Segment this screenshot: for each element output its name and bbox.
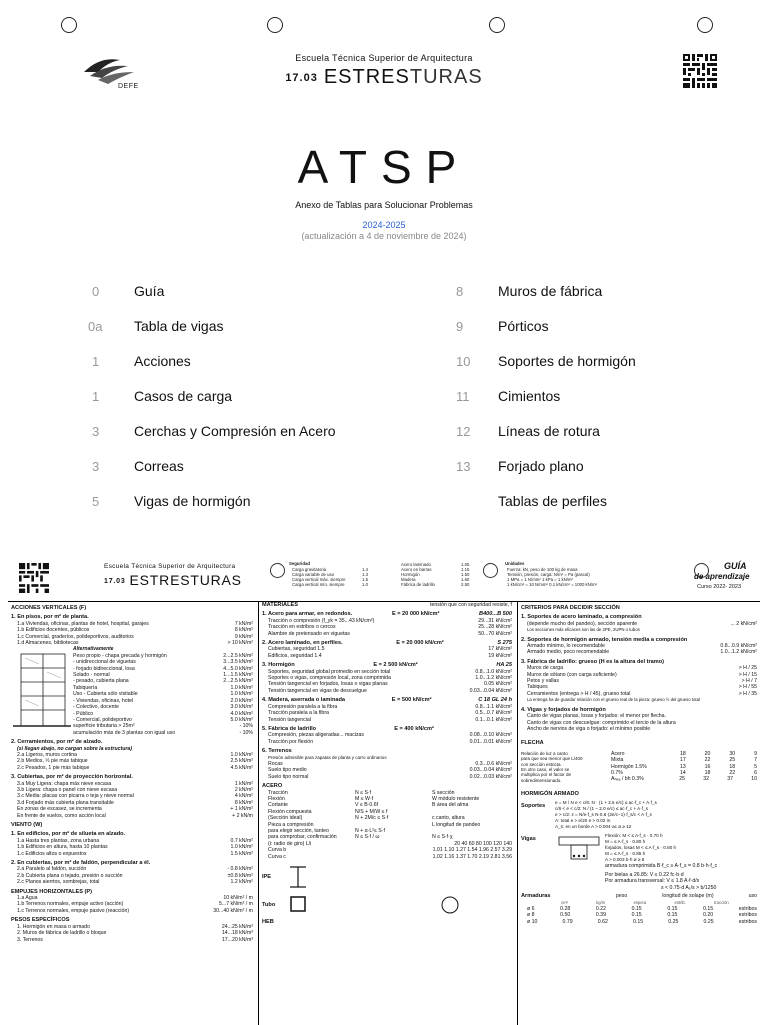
toc-number: 13	[456, 459, 471, 474]
table-row: Tracción por flexión 0.01...0.01 kN/cm²	[268, 738, 512, 745]
subsection-title: 1. En pisos, por m² de planta.	[11, 614, 89, 621]
table-row: Flexión M ≤ W·f W módulo resistente	[268, 795, 480, 802]
table-row: 2.b Medios, ½ pie más tabique 2.5 kN/m²	[17, 758, 253, 765]
subsection-title: 1. Soportes de acero laminado, a compresión	[521, 614, 642, 621]
toc-item[interactable]: Correas	[134, 458, 184, 474]
subsection-title: 2. Acero laminado, en perfiles. E = 20 000 kN/cm² S 275	[262, 640, 512, 647]
section-title: ACCIONES VERTICALES (F)	[11, 605, 87, 611]
subsection-title: 3. Cubiertas, por m² de proyección horizontal.	[11, 774, 133, 781]
brand-part-b: TURAS	[409, 66, 483, 88]
formula-line: c/6 < e < c/2: N / (1 − 2.0 e/c) ≤ ac·f_c + A·f_s	[555, 805, 648, 811]
table-row: 3.a Muy Ligera: chapa más nieve escasa 1 kN/m²	[17, 780, 253, 787]
table-row: 1.a Hasta tres plantas, zona urbana 0.7 kN/m²	[17, 837, 253, 844]
binder-hole	[697, 17, 713, 33]
column-divider	[258, 602, 259, 1025]
unidades-line: 1 MPa = 1 N/mm² 1 kPa = 1 kN/m²	[507, 577, 573, 582]
list-item: Ancho de nervios de viga o forjado: el mínimo posible	[527, 725, 651, 732]
section-title: CRITERIOS PARA DECIDIR SECCIÓN	[521, 605, 620, 611]
toc-item[interactable]: Cimientos	[498, 388, 561, 404]
table-row: 2.a Ligeros, muros cortina 1.0 kN/m²	[17, 751, 253, 758]
coef-value: 1.05	[461, 562, 470, 567]
toc-item[interactable]: Soportes de hormigón	[498, 353, 636, 369]
brand-number: 17.03	[104, 578, 126, 585]
toc-number: 3	[92, 459, 100, 474]
table-row: Tabiquería 1.0 kN/m²	[73, 684, 253, 691]
table-row: ø 8 0.50 0.39 0.15 0.15 0.20 estribos	[527, 912, 757, 919]
table-row: Suelo tipo medio 0.03...0.04 kN/cm²	[268, 767, 512, 774]
flecha-note: En otro caso, el valor se	[521, 766, 570, 772]
defe-label: DEFE	[118, 83, 139, 90]
table-row: Pieza a compresión L longitud de pandeo	[268, 821, 481, 828]
table-row: Tracción en estribos o cercos 25...28 kN/cm²	[268, 624, 512, 631]
formula-line: e > c/2: z = N/e·f_s N·0.6·(2e/c−1)·f_s/c < A·f_s	[555, 811, 652, 817]
table-row: Tracción paralela a la fibra 0.5...0.7 kN/cm²	[268, 710, 512, 717]
section-title: PESOS ESPECÍFICOS	[11, 917, 70, 924]
document-subtitle: Anexo de Tablas para Solucionar Problemas	[295, 200, 473, 210]
table-row: Acero 18 20 30 9	[611, 750, 757, 757]
table-row: En frente de vuelos, como acción local + 2 kN/m	[17, 812, 253, 819]
toc-item[interactable]: Vigas de hormigón	[134, 493, 251, 509]
table-row: Curva b 1.01 1.10 1.27 1.54 1.96 2.57 3.29	[268, 847, 512, 854]
seguridad-label: Carga vertical máx. siempre	[292, 577, 346, 582]
binder-hole	[270, 563, 285, 578]
table-row: Tensión tangencial en vigas de descuelgue 0.03...0.04 kN/cm²	[268, 687, 512, 694]
toc-item[interactable]: Forjado plano	[498, 458, 584, 474]
toc-item[interactable]: Líneas de rotura	[498, 423, 600, 439]
table-row: 1.a Agua 10 kN/m² / m	[17, 895, 253, 902]
table-row: Suelo tipo normal 0.02...0.03 kN/cm²	[268, 773, 512, 780]
update-note: (actualización a 4 de noviembre de 2024)	[301, 231, 467, 241]
circular-tube-icon	[430, 894, 470, 916]
table-row: 1. Hormigón en masa o armado 24...25 kN/m³	[17, 923, 253, 930]
binder-hole	[267, 17, 283, 33]
section-note: tensión que con seguridad resiste, f	[430, 602, 512, 608]
document-title: ATSP	[297, 141, 471, 193]
seguridad-label: Carga vertical mín. siempre	[292, 582, 345, 587]
toc-item[interactable]: Pórticos	[498, 318, 549, 334]
seguridad-title: Seguridad	[289, 561, 311, 566]
guia-page-preview	[8, 555, 760, 1024]
estructuras-logo	[683, 54, 717, 88]
subsection-title: 2. En cubiertas, por m² de faldón, perpendicular a él.	[11, 860, 151, 867]
formula-line: e = M / N e < c/6: N · (1 + 2.5 e/c) ≤ ac·f_c + A·f_s	[555, 799, 657, 805]
table-row: Muros de carga > H / 25	[527, 665, 757, 672]
table-row: 1.b Terrenos normales, empuje activo (acción) 5...7 kN/m² / m	[17, 901, 253, 908]
table-row: 1.b Edificios docentes, públicos 8 kN/m²	[17, 627, 253, 634]
table-row: Peso propio - chapa grecada y hormigón 2...2.5 kN/m²	[73, 652, 253, 659]
toc-number: 11	[456, 389, 470, 404]
toc-number: 8	[456, 284, 464, 299]
formula-line: A: total e > e/20 e > 0.02 m	[555, 817, 611, 823]
section-title: ACERO	[262, 783, 283, 790]
formula-line: s < 0.75·d A₁/s > b/1250	[661, 884, 717, 891]
flecha-note: multiplica por el factor de	[521, 772, 572, 778]
table-row: Compresión paralela a la fibra 0.8...1.1 kN/cm²	[268, 703, 512, 710]
table-row: Edificios, seguridad 1.4 19 kN/cm²	[268, 652, 512, 659]
table-row: Solado - normal 1...1.5 kN/m²	[73, 672, 253, 679]
seguridad-value: 1.0	[362, 582, 368, 587]
toc-item[interactable]: Tabla de vigas	[134, 318, 224, 334]
formula-line: Por armadura transversal: V ≤ 1.8 A·f·d/s	[605, 878, 700, 885]
list-item: Canto de vigas con descuelgue: comprimido el tercio de la altura	[527, 719, 676, 726]
seguridad-value: 1.3	[362, 572, 368, 577]
table-row: Tracción N ≤ S·f S sección	[268, 789, 455, 796]
toc-item[interactable]: Cerchas y Compresión en Acero	[134, 423, 336, 439]
seguridad-value: 1.5	[362, 577, 368, 582]
coef-value: 2.50	[461, 582, 470, 587]
estructuras-logo	[18, 563, 50, 593]
brand-name: ESTRESTURAS	[129, 572, 242, 588]
subsection-title: 2. Cerramientos, por m² de alzado.	[11, 739, 103, 746]
table-row: Tracción o compresión (f_yk = 35...43 kN/cm²) 29...31 kN/cm²	[268, 617, 512, 624]
beam-section-diagram	[555, 833, 605, 863]
toc-item[interactable]: Acciones	[134, 353, 191, 369]
binder-hole	[489, 17, 505, 33]
profile-label: IPE	[262, 873, 272, 880]
subsection-title: 1. En edificios, por m² de silueta en alzado.	[11, 831, 126, 838]
formula-line: A_s: en un borde A > 0.004·ac ø ≥ 12	[555, 823, 632, 829]
binder-hole	[483, 563, 498, 578]
ipe-profile-icon	[286, 864, 310, 890]
column-divider	[517, 602, 518, 1025]
binder-hole	[61, 17, 77, 33]
table-row: 2.a Paralelo al faldón, succión - 0.8 kN/m²	[17, 866, 253, 873]
table-row: Cortante V ≤ B·0.6f B área del alma	[268, 802, 469, 809]
note: Los secciones más eficaces son las de 2PE, 2UPN o tubos	[527, 627, 640, 633]
flecha-note: para que sea menor que L/400	[521, 756, 583, 762]
seguridad-label: Carga gravitatoria	[292, 567, 327, 572]
toc-item[interactable]: Tablas de perfiles	[498, 493, 607, 509]
profile-label: HEB	[262, 919, 274, 926]
subsection-title: 6. Terrenos	[262, 748, 292, 755]
unidades-line: Tensión, presión, carga: N/m² = Pa (pascal)	[507, 572, 590, 577]
table-row: 1.c Comercial, graderíos, polideportivos, auditorios 9 kN/m²	[17, 633, 253, 640]
coef-label: Fábrica de ladrillo	[401, 582, 435, 587]
table-row: 1.d Almacenes, bibliotecas > 10 kN/m²	[17, 640, 253, 647]
table-row: - unidireccional de viguetas 3...3.5 kN/m²	[73, 659, 253, 666]
alternative-title: Alternativamente	[73, 646, 114, 653]
table-row: Rocas 0.3...0.6 kN/cm²	[268, 760, 512, 767]
section-title: MATERIALES	[262, 602, 298, 608]
table-row: superficie tributaria > 25m² - 10%	[73, 723, 253, 730]
table-row: Curva c 1.02 1.16 1.37 1.70 2.19 2.81 3.56	[268, 853, 512, 860]
table-row: Tabiques > H / 55	[527, 684, 757, 691]
table-row: 3.b Ligera: chapa o panel con nieve escasa 2 kN/m²	[17, 786, 253, 793]
table-row: Cerramientos (entrega > H / 45), grueso total > H / 35	[527, 690, 757, 697]
toc-number: 0a	[88, 319, 103, 334]
course-label: Curso 2022- 2023	[697, 584, 742, 590]
column-materiales	[262, 602, 512, 1025]
formula-line: M = ≤ A·f_s · 0.85 h	[605, 850, 646, 856]
column-criterios	[521, 602, 757, 1025]
unidades-line: Fuerza: kN, peso de 100 kg de masa	[507, 567, 578, 572]
section-title: VIENTO (W)	[11, 822, 43, 828]
toc-item[interactable]: Casos de carga	[134, 388, 233, 404]
table-row: Cubiertas, seguridad 1.5 17 kN/cm²	[268, 646, 512, 653]
toc-number: 12	[456, 424, 471, 439]
note: (si llegan abajo, no cargan sobre la estructura)	[17, 745, 133, 752]
table-row: Hormigón 1.5% 13 16 18 5	[611, 763, 757, 770]
table-row: ø 10 0.79 0.62 0.15 0.25 0.25 estribos	[527, 918, 757, 925]
table-row: - Colectivo, docente 3.0 kN/m²	[73, 704, 253, 711]
table-row: 2.c Pesados, 1 pie más tabique 4.5 kN/m²	[17, 764, 253, 771]
table-row: 1.c Edificios altos o expuestos 1.5 kN/m²	[17, 850, 253, 857]
subsection-title: 2. Soportes de hormigón armado, tensión media a compresión	[521, 636, 688, 643]
toc-number: 10	[456, 354, 471, 369]
table-row: acumulación más de 3 plantas con igual uso - 10%	[73, 729, 253, 736]
toc-number: 5	[92, 494, 100, 509]
flecha-note: con sección estricta.	[521, 761, 562, 767]
table-row: Tensión tangencial en forjados, losas o vigas planas 0.05 kN/cm²	[268, 681, 512, 688]
table-row: 2. Muros de fábrica de ladrillo o bloque 14...18 kN/m³	[17, 930, 253, 937]
table-row: 1.b Edificios en altura, hasta 10 plantas 1.0 kN/m²	[17, 844, 253, 851]
toc-item[interactable]: Guía	[134, 283, 165, 299]
table-row: 2.c Planos aierrtos, sombrejas, total 1.2 kN/m²	[17, 879, 253, 886]
academic-year: 2024-2025	[362, 220, 406, 230]
note: La entrega ha de guardar relación con el grueso real de la pieza: grueso ½ del grueso total	[527, 697, 700, 703]
table-row: Alambre de pretensado en viguetas 50...70 kN/cm²	[268, 630, 512, 637]
subsection-title: 3. Hormigón E = 2 500 kN/cm² HA 25	[262, 662, 512, 669]
coef-value: 1.60	[461, 577, 470, 582]
school-name: Escuela Técnica Superior de Arquitectura	[104, 563, 236, 570]
subsection-title: Soportes	[521, 802, 546, 809]
guia-subtitle: de aprendizaje	[694, 572, 750, 581]
note: Presión admisible para zapatas de planta y carro ordinarios	[268, 754, 387, 760]
formula-line: Flexión: M < ≤ A·f_s · 0.70 h	[605, 832, 663, 838]
table-row: - Público 4.0 kN/m²	[73, 710, 253, 717]
table-header: Armaduras peso longitud de solape (m) uso	[521, 893, 757, 900]
toc-item[interactable]: Muros de fábrica	[498, 283, 603, 299]
toc-number: 3	[92, 424, 100, 439]
table-row: Uso - Cubierta sólo visitable 1.0 kN/m²	[73, 691, 253, 698]
profile-label: Tubo	[262, 901, 276, 908]
coef-label: Madera	[401, 577, 416, 582]
table-row: 1.c Terrenos normales, empuje pasivo (reacción) 30...40 kN/m² / m	[17, 907, 253, 914]
unidades-line: 1 kN/cm² = 10 N/mm² 0.1 kN/cm² = 1000 kN/m²	[507, 582, 598, 587]
table-row: Compresión, piezas aligeradas... macizas 0.08...0.10 kN/cm²	[268, 732, 512, 739]
table-subheader: cm² kg/m espera estrib. tracción	[561, 899, 729, 905]
table-row: Armado mínimo, lo recomendable 0.8...0.9 kN/cm²	[527, 643, 757, 650]
coef-value: 1.15	[461, 567, 470, 572]
guia-body	[8, 601, 760, 1025]
subsection-title: Vigas	[521, 835, 536, 842]
brand-part-a: ESTRES	[323, 66, 410, 88]
table-row: (Sección ideal) N + 2M/c ≤ S·f c canto, altura	[268, 815, 465, 822]
table-row: 3. Terrenos 17...20 kN/m³	[17, 936, 253, 943]
table-row: - Viviendas, oficinas, hotel 2.0 kN/m²	[73, 697, 253, 704]
flecha-note: Relación de luz a canto	[521, 750, 568, 756]
table-row: 3.c Media: placas con picarra o teja y nieve normal 4 kN/m²	[17, 793, 253, 800]
brand-number: 17.03	[285, 72, 318, 84]
table-row: Soportes, seguridad global promedio en sección total 0.8...1.0 kN/cm²	[268, 668, 512, 675]
formula-line: Por bielas a 26.85: V ≤ 0.22 fc·b·d	[605, 871, 684, 878]
formula-line: armadura comprimida B·f_c ≥ A·f_s = 0.8 b·h·f_c	[605, 862, 718, 869]
brand-wordmark	[0, 66, 768, 89]
subsection-title: 3. Fábrica de ladrillo: grueso (H es la altura del tramo)	[521, 658, 664, 665]
coef-label: Hormigón	[401, 572, 420, 577]
table-row: Muros de sótano (con carga suficiente) > H / 15	[527, 671, 757, 678]
table-row: para comprobar, confirmación N ≤ S·f / ω N ≤ S·f·χ	[268, 834, 453, 841]
table-row: Armado medio, poco recomendable 1.0...1.2 kN/cm²	[527, 649, 757, 656]
toc-number: 1	[92, 354, 100, 369]
table-row: ø 6 0.28 0.22 0.15 0.15 0.15 estribos	[527, 906, 757, 912]
list-item: Canto de vigas planas, losas y forjados: el menor por flecha.	[527, 713, 666, 720]
formula-line: M = ≤ A·f_s · 0.80 h	[605, 838, 646, 844]
table-row: Aₙₑₐ / bh 0.3% 25 32 37 10	[611, 776, 757, 783]
coef-value: 1.50	[461, 572, 470, 577]
column-acciones	[11, 602, 253, 1025]
guia-header	[8, 555, 760, 601]
toc-number: 9	[456, 319, 464, 334]
table-row: En zonas de escasez, se incrementa + 1 kN/m²	[17, 806, 253, 813]
guia-title: GUÍA	[724, 561, 747, 571]
table-row: Flexión compuesta N/S + M/W ≤ f	[268, 808, 388, 815]
subsection-title: 4. Madera, aserrada o laminada E = 500 kN/cm² C 18 GL 24 h	[262, 697, 512, 704]
section-title: EMPUJES HORIZONTALES (P)	[11, 888, 93, 895]
tube-profile-icon	[286, 894, 310, 916]
school-name: Escuela Técnica Superior de Arquitectura	[295, 53, 473, 63]
formula-line: A > 0.003 b·h ø ≥ 8	[605, 856, 645, 862]
section-title: FLECHA	[521, 740, 544, 747]
flecha-note: sobredimensionado.	[521, 777, 562, 783]
table-row: (depende mucho del pandeo), sección aparente ... 2 kN/cm²	[527, 620, 757, 627]
table-row: - pesado, cubierta plana 2...2.5 kN/m²	[73, 678, 253, 685]
formula-line: forjados, losas M < ≤ A·f_s · 0.80 h	[605, 844, 677, 850]
subsection-title: 4. Vigas y forjados de hormigón	[521, 706, 606, 713]
toc-number: 0	[92, 284, 100, 299]
unidades-title: Unidades	[505, 561, 525, 566]
table-row: para elegir sección, tanteo N + α·L²≤ S·f	[268, 828, 385, 834]
table-row: Tensión tangencial 0.1...0.1 kN/cm²	[268, 716, 512, 723]
brand-wordmark	[104, 572, 242, 588]
table-row: 2.b Cubierta plana o tejado, presión o succión ±0.8 kN/m²	[17, 872, 253, 879]
seguridad-value: 1.4	[362, 567, 368, 572]
table-row: Petos y vallas > H / 7	[527, 678, 757, 685]
coef-label: Acero en barras	[401, 567, 432, 572]
coef-label: Acero laminado	[401, 562, 431, 567]
table-row: Mixta 17 22 25 7	[611, 757, 757, 764]
table-row: - Comercial, polideportivo 5.0 kN/m²	[73, 716, 253, 723]
building-section-diagram	[11, 646, 73, 730]
table-row: Soportes o vigas, compresión local, zona comprimida 1.0...1.2 kN/cm²	[268, 675, 512, 682]
section-title: HORMIGÓN ARMADO	[521, 791, 579, 798]
table-row: (i: radio de giro) L/i 20 40 60 80 100 120 140	[268, 840, 512, 847]
table-row: 0.7% 14 18 22 6	[611, 769, 757, 776]
subsection-title: 1. Acero para armar, en redondos. E = 20 000 kN/cm² B400...B 500	[262, 611, 512, 618]
table-row: - forjado bidireccional, losa 4...5.0 kN/m²	[73, 665, 253, 672]
seguridad-label: Carga variable de uso	[292, 572, 335, 577]
subsection-title: 5. Fábrica de ladrillo E = 400 kN/cm²	[262, 725, 434, 732]
table-row: 1.a Viviendas, oficinas, plantas de hotel, hospital, garajes 7 kN/m²	[17, 620, 253, 627]
table-row: 3.d Forjado más cubierta plana transitable 8 kN/m²	[17, 799, 253, 806]
toc-number: 1	[92, 389, 100, 404]
